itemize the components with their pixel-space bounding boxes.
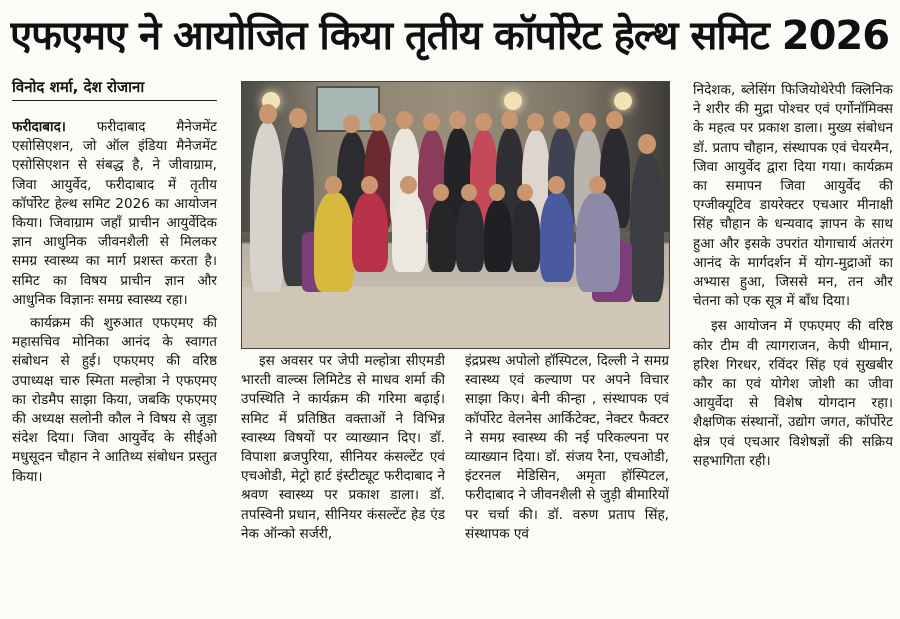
photo-person bbox=[456, 200, 484, 272]
photo-person-head bbox=[461, 184, 477, 201]
paragraph-1 bbox=[12, 118, 217, 310]
photo-person bbox=[392, 192, 426, 272]
photo-person-head bbox=[369, 113, 386, 131]
photo-person-head bbox=[489, 184, 505, 201]
photo-person bbox=[540, 192, 574, 282]
paragraph-6: इस आयोजन में एफएमए की वरिष्ठ कोर टीम वी त्यागराजन, केपी धीमान, हरिश गिरधर, रविंदर सिंह एवं सुखबीर कौर का एवं योगेश जोशी का जीवा आयुर्वेदा से विशेष योगदान रहा। शैक्षणिक संस्थानों, उद्योग जगत, कॉर्पोरेट क्षेत्र एवं एचआर विशेषज्ञों की सक्रिय सहभागिता रही। bbox=[693, 318, 893, 469]
paragraph-2: कार्यक्रम की शुरुआत एफएमए की महासचिव मोनिका आनंद के स्वागत संबोधन से हुई। एफएमए की वरिष्ठ उपाध्यक्ष चारु स्मिता मल्होत्रा ने एफएमए का रोडमैप साझा किया, जबकि एफएमए की अध्यक्ष सलोनी कौल ने विषय से जुड़ा संदेश दिया। जिवा आयुर्वेद के सीईओ मधुसूदन चौहान ने आतिथ्य संबोधन प्रस्तुत किया। bbox=[12, 315, 217, 485]
paragraph-4: इंद्रप्रस्थ अपोलो हॉस्पिटल, दिल्ली ने समग्र स्वास्थ्य एवं कल्याण पर अपने विचार साझा किए। बेनी कीन्हा , संस्थापक एवं कॉर्पोरेट वेलनेस आर्किटेक्ट, नेक्टर फैक्टर ने समग्र स्वास्थ्य की नई परिकल्पना पर व्याख्यान दिया। डॉ. संजय रैना, एचओडी, इंटरनल मेडिसिन, अमृता हॉस्पिटल, फरीदाबाद ने जीवनशैली से जुड़ी बीमारियों पर चर्चा की। डॉ. वरुण प्रताप सिंह, संस्थापक एवं bbox=[465, 353, 669, 542]
photo-person bbox=[630, 152, 664, 302]
photo-person-head bbox=[423, 113, 440, 131]
group-photo bbox=[241, 81, 670, 349]
byline: विनोद शर्मा, देश रोजाना bbox=[12, 76, 217, 101]
photo-person-head bbox=[548, 176, 565, 194]
photo-person-head bbox=[589, 176, 606, 194]
photo-person bbox=[314, 192, 354, 292]
photo-person-head bbox=[501, 111, 518, 129]
photo-person-head bbox=[449, 111, 466, 129]
photo-person-head bbox=[325, 176, 342, 194]
article-column-3 bbox=[465, 352, 669, 616]
photo-person-head bbox=[361, 176, 378, 194]
photo-person-head bbox=[396, 111, 413, 129]
paragraph-3: इस अवसर पर जेपी मल्होत्रा सीएमडी भारती वाल्व्स लिमिटेड से माधव शर्मा की उपस्थिति ने कार्यक्रम की गरिमा बढ़ाई। समिट में प्रतिष्ठित वक्ताओं ने विभिन्न स्वास्थ्य विषयों पर व्याख्यान दिए। डॉ. विपाशा ब्रजपुरिया, सीनियर कंसल्टेंट एवं एचओडी, मेट्रो हार्ट इंस्टीट्यूट फरीदाबाद ने श्रवण स्वास्थ्य पर प्रकाश डाला। डॉ. तपस्विनी प्रधान, सीनियर कंसल्टेंट हेड एंड नेक ऑन्को सर्जरी, bbox=[241, 353, 445, 542]
photo-person bbox=[512, 200, 540, 272]
headline: एफएमए ने आयोजित किया तृतीय कॉर्पोरेट हेल्थ समिट 2026 bbox=[10, 13, 890, 59]
photo-lamp bbox=[614, 92, 632, 110]
photo-person-head bbox=[289, 108, 307, 128]
paragraph-5: निदेशक, ब्लेसिंग फिजियोथेरेपी क्लिनिक ने शरीर की मुद्रा पोश्चर एवं एर्गोनॉमिक्स के महत्व पर प्रकाश डाला। मुख्य संबोधन डॉ. प्रताप चौहान, संस्थापक एवं चेयरमैन, जिवा आयुर्वेद द्वारा दिया गया। कार्यक्रम का समापन जिवा आयुर्वेद की एग्जीक्यूटिव डायरेक्टर एचआर मीनाक्षी सिंह चौहान के धन्यवाद ज्ञापन के साथ हुआ और इसके उपरांत योगाचार्य अंतरंग आनंद के मार्गदर्शन में योग-मुद्राओं का अभ्यास हुआ, जिससे मन, तन और चेतना को एक सूत्र में बाँध दिया। bbox=[693, 82, 893, 310]
photo-person bbox=[352, 192, 388, 272]
dateline: फरीदाबाद। bbox=[12, 119, 66, 135]
article-column-2 bbox=[241, 352, 445, 616]
photo-person-head bbox=[579, 113, 596, 131]
photo-person-head bbox=[638, 134, 656, 154]
photo-person bbox=[428, 200, 456, 272]
photo-person-head bbox=[259, 104, 277, 124]
photo-person-head bbox=[606, 111, 623, 129]
photo-person bbox=[250, 122, 284, 292]
article-column-4 bbox=[693, 81, 893, 616]
photo-person-head bbox=[343, 115, 360, 133]
photo-person-head bbox=[553, 111, 570, 129]
photo-person-head bbox=[400, 176, 417, 194]
photo-person bbox=[576, 192, 620, 292]
photo-person-head bbox=[527, 113, 544, 131]
photo-person bbox=[484, 200, 512, 272]
paragraph-1-text: फरीदाबाद मैनेजमेंट एसोसिएशन, जो ऑल इंडिया मैनेजमेंट एसोसिएशन से संबद्ध है, ने जीवाग्राम, जिवा आयुर्वेद, फरीदाबाद में तृतीय कॉर्पोरेट हेल्थ समिट 2026 का आयोजन किया। जिवाग्राम जहाँ प्राचीन आयुर्वेदिक ज्ञान आधुनिक जीवनशैली से मिलकर समग्र स्वास्थ्य का मार्ग प्रशस्त करता है। समिट का विषय प्राचीन ज्ञान और आधुनिक विज्ञानः समग्र स्वास्थ्य रहा। bbox=[12, 119, 217, 308]
photo-person-head bbox=[433, 184, 449, 201]
photo-person-head bbox=[517, 184, 533, 201]
photo-lamp bbox=[504, 92, 522, 110]
article-column-1 bbox=[12, 118, 217, 616]
photo-person-head bbox=[475, 113, 492, 131]
